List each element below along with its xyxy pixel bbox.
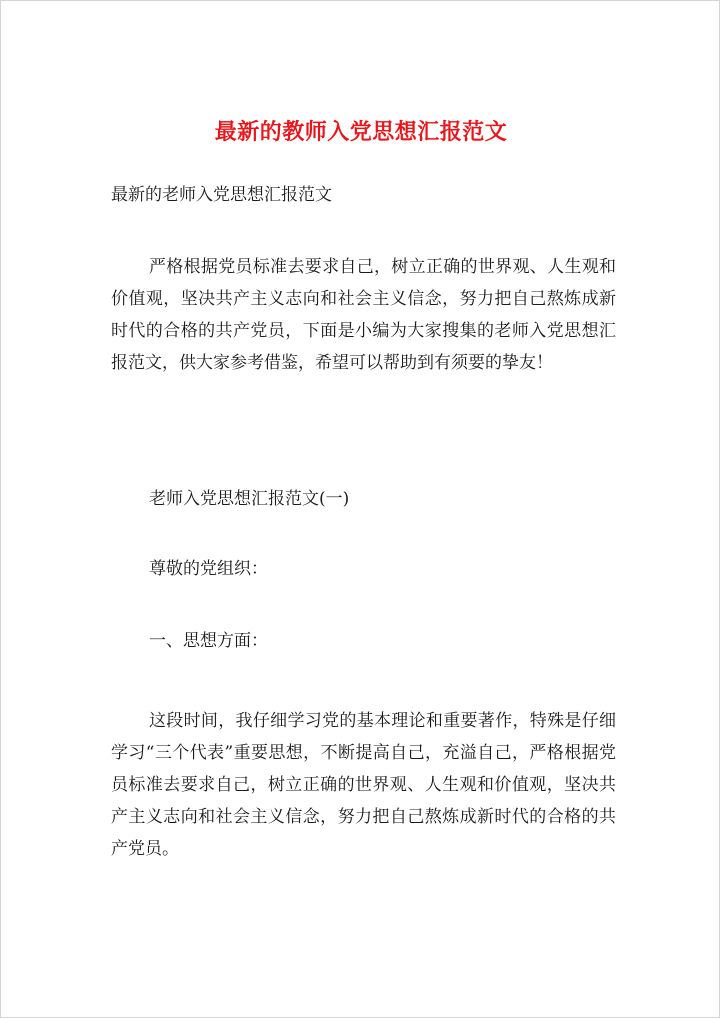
intro-paragraph: 严格根据党员标准去要求自己，树立正确的世界观、人生观和价值观，坚决共产主义志向和社会主义信念，努力把自己熬炼成新时代的合格的共产党员，下面是小编为大家搜集的老师入党思想汇报范文，供大家参考借鉴，希望可以帮助到有须要的挚友！	[111, 257, 616, 373]
section-title: 老师入党思想汇报范文(一)	[149, 489, 350, 509]
document-subtitle: 最新的老师入党思想汇报范文	[111, 185, 332, 205]
heading-thought: 一、思想方面：	[149, 631, 268, 651]
document-title: 最新的教师入党思想汇报范文	[214, 119, 508, 145]
body-paragraph: 这段时间，我仔细学习党的基本理论和重要著作，特殊是仔细学习“三个代表”重要思想，不断提高自己，充溢自己，严格根据党员标准去要求自己，树立正确的世界观、人生观和价值观，坚决共产主义志向和社会主义信念，努力把自己熬炼成新时代的合格的共产党员。	[111, 711, 616, 859]
salutation: 尊敬的党组织：	[149, 559, 268, 579]
